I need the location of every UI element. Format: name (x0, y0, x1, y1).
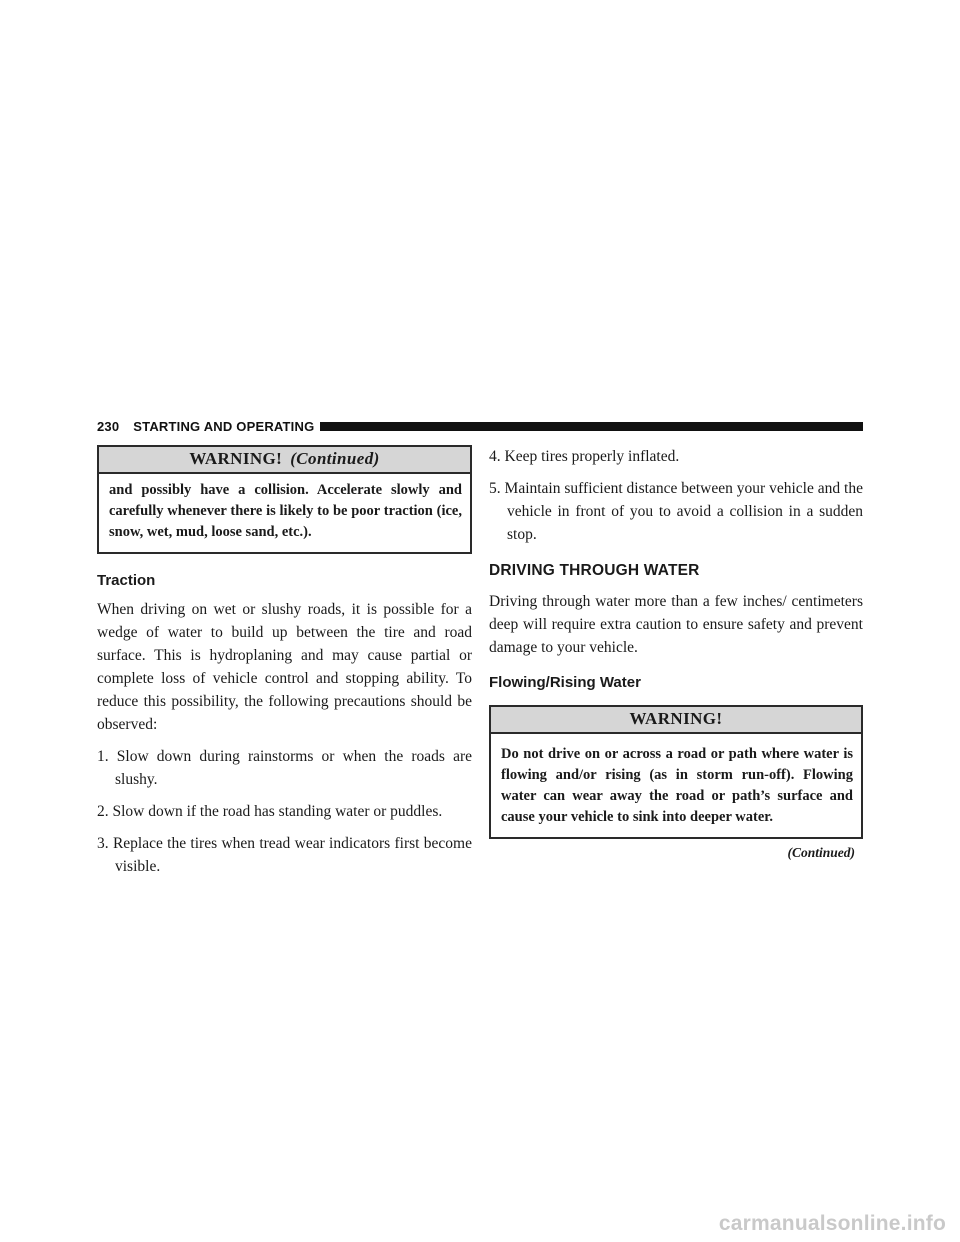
page-number: 230 (97, 418, 120, 434)
section-title: STARTING AND OPERATING (133, 418, 315, 434)
driving-through-water-paragraph: Driving through water more than a few inches/ centimeters deep will require extra caution to ensure safety and prevent damage to your vehicle. (489, 593, 863, 656)
watermark: carmanualsonline.info (718, 1212, 946, 1235)
left-column (97, 445, 472, 878)
precautions-list-continued (489, 445, 863, 546)
traction-paragraph: When driving on wet or slushy roads, it is possible for a wedge of water to build up between the tire and road surface. This is hydroplaning and may cause partial or complete loss of vehicle control and stopping ability. To reduce this possibility, the following precautions should be observed: (97, 601, 472, 733)
page-header (97, 419, 863, 433)
warning-header (99, 447, 470, 474)
right-column (489, 445, 863, 861)
warning-body: and possibly have a collision. Accelerate slowly and carefully whenever there is likely to be poor traction (ice, snow, wet, mud, loose sand, etc.). (109, 482, 462, 540)
list-item: 3. Replace the tires when tread wear indicators first become visible. (97, 835, 472, 875)
flowing-rising-water-heading: Flowing/Rising Water (489, 674, 641, 691)
warning-box-continued (97, 445, 472, 554)
traction-heading: Traction (97, 572, 156, 589)
precautions-list (97, 745, 472, 878)
warning-title: WARNING! (629, 709, 723, 728)
warning-body: Do not drive on or across a road or path where water is flowing and/or rising (as in storm run-off). Flowing water can wear away the road or path’s surface and cause your vehicle to sink into deeper water. (501, 746, 853, 825)
warning-box-flowing-water (489, 705, 863, 839)
header-rule (320, 422, 863, 431)
list-item: 4. Keep tires properly inflated. (489, 448, 680, 465)
list-item: 5. Maintain sufficient distance between your vehicle and the vehicle in front of you to avoid a collision in a sudden stop. (489, 480, 863, 543)
list-item: 1. Slow down during rainstorms or when the roads are slushy. (97, 748, 472, 788)
warning-title: WARNING! (189, 449, 283, 468)
driving-through-water-heading: DRIVING THROUGH WATER (489, 562, 700, 579)
warning-header (491, 707, 861, 734)
continued-note: (Continued) (787, 845, 855, 860)
list-item: 2. Slow down if the road has standing water or puddles. (97, 803, 443, 820)
warning-continued-label: (Continued) (290, 449, 380, 468)
